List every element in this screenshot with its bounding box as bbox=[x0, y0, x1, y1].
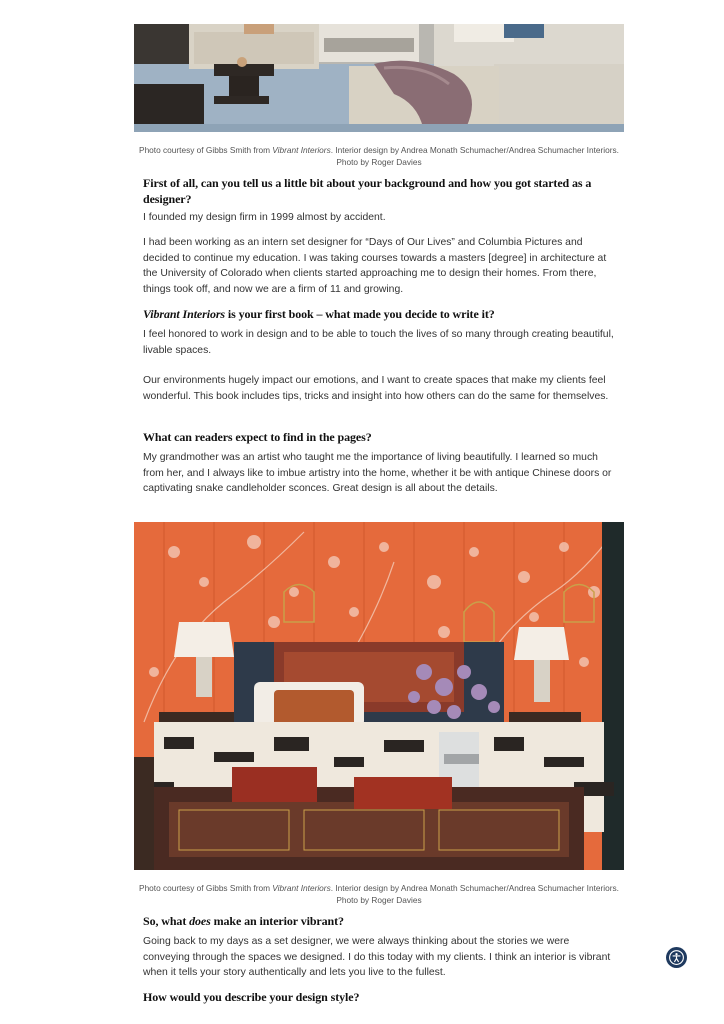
question-heading bbox=[143, 914, 613, 930]
caption-book-title: Vibrant Interiors bbox=[272, 883, 331, 893]
bedroom-photo bbox=[134, 522, 624, 870]
photo-caption bbox=[134, 883, 624, 906]
answer-paragraph: Our environments hugely impact our emotions, and I want to create spaces that make my clients feel wonderful. This book includes tips, tricks and insight into how others can do the same for themselves. bbox=[143, 375, 609, 402]
answer-paragraph: My grandmother was an artist who taught me the importance of living beautifully. I learned so much from her, and I always like to imbue artistry into the home, whether it be with antique Chinese doors or captivating snake candleholder sconces. Great design is all about the details. bbox=[143, 452, 612, 494]
photo-caption bbox=[134, 145, 624, 168]
answer-paragraph: Going back to my days as a set designer, we were always thinking about the stories we were conveying through the spaces we designed. I do this today with my clients. I think an interior is vibrant when it tells your story authentically and lets you live to the fullest. bbox=[143, 936, 611, 978]
question-heading: How would you describe your design style? bbox=[143, 990, 360, 1004]
book-title: Vibrant Interiors bbox=[143, 307, 226, 321]
caption-text: Photo courtesy of Gibbs Smith from bbox=[139, 883, 273, 893]
question-heading: What can readers expect to find in the pages? bbox=[143, 430, 372, 444]
caption-text: . Interior design by Andrea Monath Schumacher/Andrea Schumacher Interiors. Photo by Roger Davies bbox=[330, 883, 619, 905]
question-heading: First of all, can you tell us a little bit about your background and how you got started as a designer? bbox=[143, 176, 592, 206]
answer-paragraph: I had been working as an intern set designer for “Days of Our Lives” and Columbia Pictures and decided to continue my education. I was taking courses towards a masters [degree] in architecture at the University of Colorado when clients started approaching me to design their homes. From there, things took off, and now we are a firm of 11 and growing. bbox=[143, 237, 607, 295]
caption-text: . Interior design by Andrea Monath Schumacher/Andrea Schumacher Interiors. Photo by Roger Davies bbox=[330, 145, 619, 167]
accessibility-icon bbox=[669, 950, 684, 965]
caption-book-title: Vibrant Interiors bbox=[272, 145, 331, 155]
answer-paragraph: I founded my design firm in 1999 almost by accident. bbox=[143, 212, 386, 223]
question-text: is your first book – what made you decide to write it? bbox=[225, 307, 495, 321]
answer-paragraph: I feel honored to work in design and to be able to touch the lives of so many through creating beautiful, livable spaces. bbox=[143, 329, 614, 356]
accessibility-button[interactable] bbox=[666, 947, 687, 968]
caption-text: Photo courtesy of Gibbs Smith from bbox=[139, 145, 273, 155]
question-emphasis: does bbox=[189, 914, 211, 928]
question-text: So, what bbox=[143, 914, 190, 928]
living-room-photo bbox=[134, 24, 624, 132]
question-heading bbox=[143, 307, 613, 323]
question-text: make an interior vibrant? bbox=[210, 914, 344, 928]
